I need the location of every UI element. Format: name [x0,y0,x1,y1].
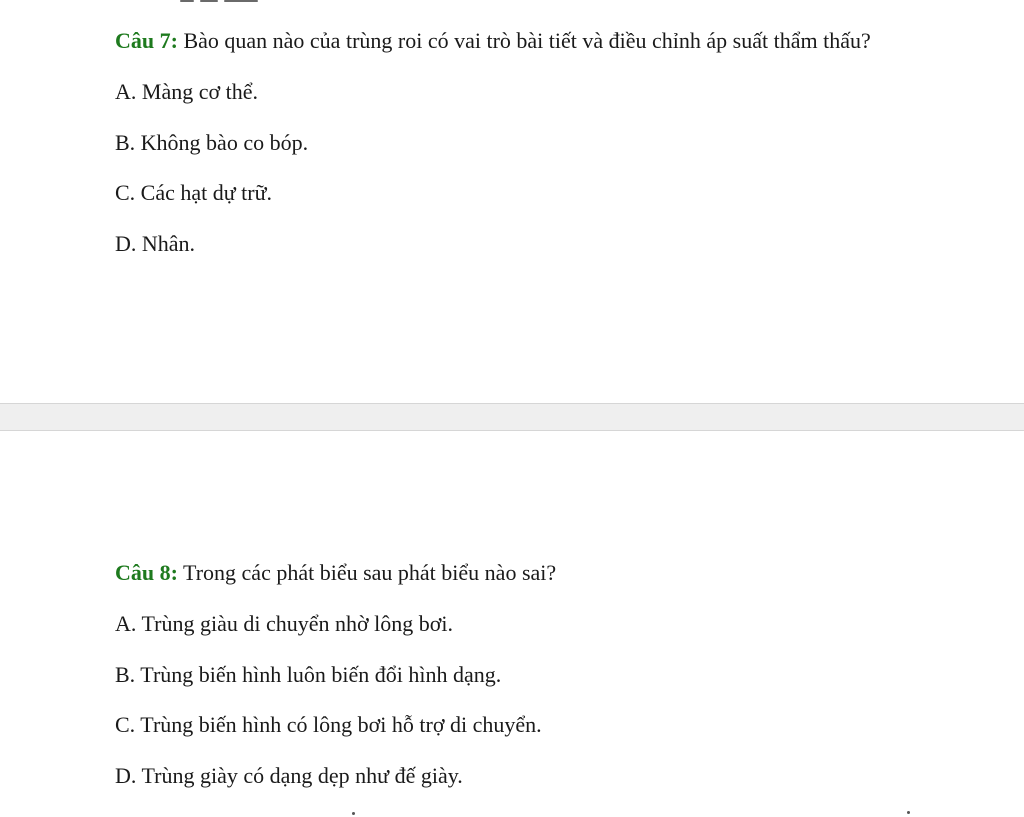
question-8 [115,560,556,586]
cut-off-text-fragment [907,811,910,814]
answer-option: A. Màng cơ thể. [115,79,258,104]
answer-option: C. Trùng biến hình có lông bơi hỗ trợ di chuyển. [115,712,542,737]
document-page [0,0,1024,403]
answer-option: A. Trùng giàu di chuyển nhờ lông bơi. [115,611,453,636]
answer-option: D. Nhân. [115,231,196,256]
page-separator [0,403,1024,431]
cut-off-text-fragment [200,0,218,2]
answer-option: B. Không bào co bóp. [115,130,309,155]
question-7 [115,28,871,54]
answer-option: C. Các hạt dự trữ. [115,180,273,205]
question-label: Câu 8: [115,560,178,585]
document-page [0,431,1024,817]
cut-off-text-fragment [352,812,355,815]
cut-off-text-fragment [180,0,194,2]
cut-off-text-fragment [224,0,258,2]
answer-option: B. Trùng biến hình luôn biến đổi hình dạng. [115,662,502,687]
question-text: Trong các phát biểu sau phát biểu nào sai? [177,560,557,585]
question-label: Câu 7: [115,28,178,53]
question-text: Bào quan nào của trùng roi có vai trò bài tiết và điều chỉnh áp suất thẩm thấu? [177,28,871,53]
answer-option: D. Trùng giày có dạng dẹp như đế giày. [115,763,463,788]
